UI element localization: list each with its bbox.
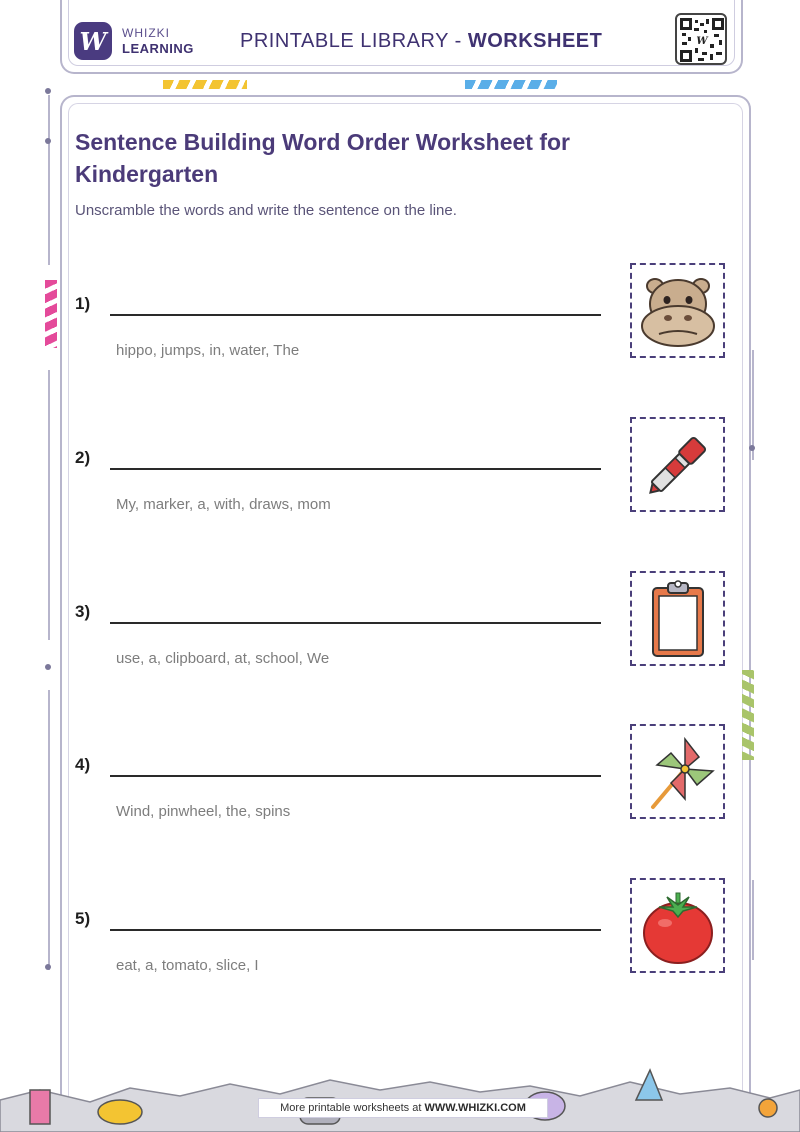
question-item	[0, 877, 800, 987]
marker-icon	[637, 424, 719, 506]
library-title: PRINTABLE LIBRARY - WORKSHEET	[240, 30, 603, 52]
decorative-stripe-yellow	[163, 80, 247, 89]
question-number: 2)	[75, 448, 91, 467]
answer-line[interactable]	[110, 622, 601, 624]
svg-text:W: W	[696, 36, 708, 47]
question-item	[0, 723, 800, 833]
picture-box	[630, 417, 725, 512]
answer-line[interactable]	[110, 775, 601, 777]
picture-box	[630, 724, 725, 819]
tomato-icon	[637, 885, 719, 967]
question-number: 1)	[75, 294, 91, 313]
worksheet-instructions: Unscramble the words and write the sentence on the line.	[75, 202, 457, 219]
qr-code-icon	[675, 13, 727, 65]
frame-dot	[45, 138, 51, 144]
frame-dot	[45, 88, 51, 94]
pinwheel-icon	[637, 731, 719, 813]
scrambled-words: My, marker, a, with, draws, mom	[116, 496, 331, 513]
picture-box	[630, 878, 725, 973]
brand-name-bottom: LEARNING	[122, 41, 194, 56]
footer-illustration	[0, 1060, 800, 1132]
picture-box	[630, 263, 725, 358]
decorative-stripe-blue	[465, 80, 557, 89]
answer-line[interactable]	[110, 468, 601, 470]
scrambled-words: hippo, jumps, in, water, The	[116, 342, 300, 359]
scrambled-words: eat, a, tomato, slice, I	[116, 957, 259, 974]
frame-side-line	[48, 95, 50, 265]
question-item	[0, 262, 800, 372]
hippo-icon	[637, 270, 719, 352]
question-number: 4)	[75, 755, 91, 774]
scrambled-words: Wind, pinwheel, the, spins	[116, 803, 291, 820]
question-item	[0, 416, 800, 526]
clipboard-icon	[637, 578, 719, 660]
picture-box	[630, 571, 725, 666]
question-number: 5)	[75, 909, 91, 928]
whizki-logo: W	[74, 22, 112, 60]
scrambled-words: use, a, clipboard, at, school, We	[116, 650, 330, 667]
footer-link[interactable]: WWW.WHIZKI.COM	[424, 1102, 526, 1114]
brand-name-top: WHIZKI	[122, 26, 170, 40]
question-item	[0, 570, 800, 680]
answer-line[interactable]	[110, 929, 601, 931]
footer-banner: More printable worksheets at WWW.WHIZKI.COM	[258, 1098, 548, 1118]
question-number: 3)	[75, 602, 91, 621]
worksheet-title: Sentence Building Word Order Worksheet for Kindergarten	[75, 129, 570, 187]
answer-line[interactable]	[110, 314, 601, 316]
